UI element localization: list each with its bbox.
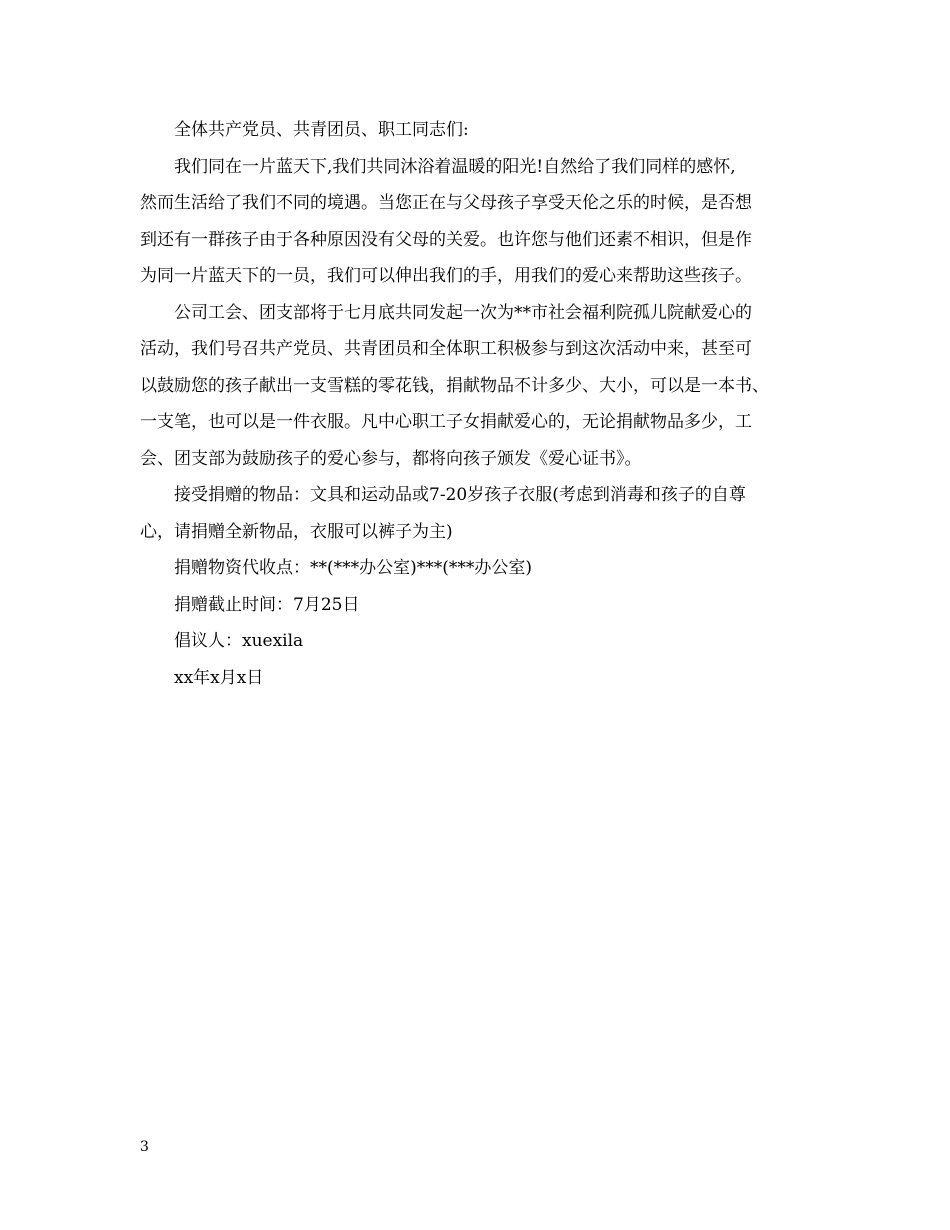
paragraph-2-line-5: 会、团支部为鼓励孩子的爱心参与，都将向孩子颁发《爱心证书》。: [140, 448, 642, 469]
page-number: 3: [140, 1139, 149, 1155]
paragraph-1-line-2: 然而生活给了我们不同的境遇。当您正在与父母孩子享受天伦之乐的时候，是否想: [140, 193, 752, 213]
paragraph-3-line-1: 接受捐赠的物品：文具和运动品或7-20岁孩子衣服(考虑到消毒和孩子的自尊: [174, 485, 746, 505]
paragraph-1-line-1: 我们同在一片蓝天下,我们共同沐浴着温暖的阳光!自然给了我们同样的感怀,: [174, 156, 736, 177]
paragraph-3: [140, 477, 820, 550]
deadline-line: 捐赠截止时间：7月25日: [174, 594, 360, 615]
date-line: xx年x月x日: [174, 667, 264, 688]
document-body: [140, 112, 820, 696]
paragraph-2-line-4: 一支笔，也可以是一件衣服。凡中心职工子女捐献爱心的，无论捐献物品多少，工: [140, 412, 752, 432]
greeting-line: 全体共产党员、共青团员、职工同志们:: [174, 120, 469, 140]
paragraph-1-line-3: 到还有一群孩子由于各种原因没有父母的关爱。也许您与他们还素不相识，但是作: [140, 229, 752, 250]
paragraph-3-line-2: 心，请捐赠全新物品，衣服可以裤子为主): [140, 521, 453, 542]
initiator-line: 倡议人：xuexila: [174, 631, 304, 651]
paragraph-2-line-2: 活动，我们号召共产党员、共青团员和全体职工积极参与到这次活动中来，甚至可: [140, 339, 752, 359]
paragraph-2-line-1: 公司工会、团支部将于七月底共同发起一次为**市社会福利院孤儿院献爱心的: [174, 302, 752, 323]
paragraph-2: [140, 295, 820, 478]
paragraph-1-line-4: 为同一片蓝天下的一员，我们可以伸出我们的手，用我们的爱心来帮助这些孩子。: [140, 266, 752, 286]
paragraph-2-line-3: 以鼓励您的孩子献出一支雪糕的零花钱，捐献物品不计多少、大小，可以是一本书、: [140, 375, 769, 396]
collection-point-line: 捐赠物资代收点：**(***办公室)***(***办公室): [174, 558, 533, 578]
paragraph-1: [140, 149, 820, 295]
